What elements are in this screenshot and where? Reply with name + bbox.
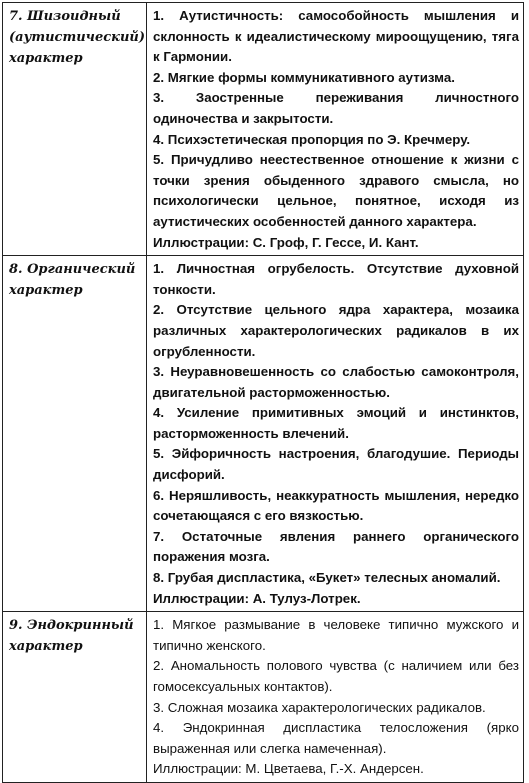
character-description-cell xyxy=(147,612,524,783)
list-item: 5. Причудливо неестественное отношение к жизни с точки зрения обыденного здравого смысла, но психологически цельное, понятное, исходя из аутистических особенностей данного характера. xyxy=(153,152,519,229)
list-item: 4. Эндокринная диспластика телосложения (ярко выраженная или слегка намеченная). xyxy=(153,720,519,756)
character-description-cell xyxy=(147,256,524,612)
table-row-endocrine xyxy=(3,612,524,783)
list-item: 1. Аутистичность: самособойность мышления и склонность к идеалистическому мироощущению, тяга к Гармонии. xyxy=(153,8,519,65)
list-item: 1. Мягкое размывание в человеке типично мужского и типично женского. xyxy=(153,617,519,653)
character-types-table xyxy=(2,2,524,783)
table-row-schizoid xyxy=(3,3,524,256)
character-name: 9. Эндокринный характер xyxy=(9,618,134,655)
illustrations-line: Иллюстрации: С. Гроф, Г. Гессе, И. Кант. xyxy=(153,234,419,250)
document-page xyxy=(2,2,524,777)
list-item: 4. Усиление примитивных эмоций и инстинктов, расторможенность влечений. xyxy=(153,405,519,441)
list-item: 2. Аномальность полового чувства (с наличием или без гомосексуальных контактов). xyxy=(153,658,519,694)
character-name: 8. Органический характер xyxy=(9,262,136,299)
character-name-cell xyxy=(3,3,147,256)
list-item: 6. Неряшливость, неаккуратность мышления, нередко сочетающаяся с его вязкостью. xyxy=(153,487,519,524)
character-name-cell xyxy=(3,612,147,783)
list-item: 7. Остаточные явления раннего органического поражения мозга. xyxy=(153,528,519,565)
character-name-cell xyxy=(3,256,147,612)
list-item: 1. Личностная огрубелость. Отсутствие духовной тонкости. xyxy=(153,261,519,297)
list-item: 3. Сложная мозаика характерологических радикалов. xyxy=(153,699,486,715)
character-name: 7. Шизоидный (аутистический) характер xyxy=(9,9,146,66)
list-item: 3. Заостренные переживания личностного одиночества и закрытости. xyxy=(153,90,519,126)
list-item: 4. Психэстетическая пропорция по Э. Кречмеру. xyxy=(153,131,471,147)
list-item: 5. Эйфоричность настроения, благодушие. Периоды дисфорий. xyxy=(153,446,519,483)
list-item: 8. Грубая диспластика, «Букет» телесных аномалий. xyxy=(153,570,501,586)
illustrations-line: Иллюстрации: М. Цветаева, Г.-Х. Андерсен. xyxy=(153,761,424,777)
list-item: 2. Мягкие формы коммуникативного аутизма. xyxy=(153,69,455,85)
table-row-organic xyxy=(3,256,524,612)
illustrations-line: Иллюстрации: А. Тулуз-Лотрек. xyxy=(153,590,361,606)
list-item: 3. Неуравновешенность со слабостью самоконтроля, двигательной расторможенностью. xyxy=(153,364,519,400)
list-item: 2. Отсутствие цельного ядра характера, мозаика различных характерологических радикалов в их огрубленности. xyxy=(153,302,519,359)
character-description-cell xyxy=(147,3,524,256)
